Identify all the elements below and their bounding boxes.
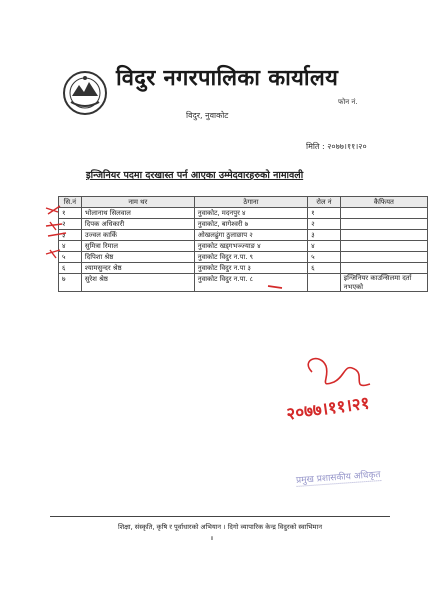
cell-remarks: इन्जिनियर काउन्सिलमा दर्ता नभएको: [340, 274, 427, 292]
official-stamp: प्रमुख प्रशासकीय अधिकृत: [296, 467, 381, 487]
cell-address: ओखलढुंगा ठुलाछाप २: [194, 230, 307, 241]
cell-address: नुवाकोट विदुर न.पा ३: [194, 263, 307, 274]
cell-roll-no: १: [308, 208, 341, 219]
cell-remarks: [340, 263, 427, 274]
table-row: [59, 230, 428, 241]
cell-remarks: [340, 241, 427, 252]
table-row: [59, 274, 428, 292]
candidate-table: [58, 196, 428, 292]
handwritten-date: २०७७।११।२१: [285, 393, 371, 425]
cell-address: नुवाकोट, मदनपुर ४: [194, 208, 307, 219]
signature-mark: [308, 359, 370, 386]
footer-divider: [50, 516, 390, 517]
cell-name: दिपक अधिकारी: [81, 219, 194, 230]
cell-name: दिपिशा श्रेष्ठ: [81, 252, 194, 263]
header-remarks: कैफियत: [340, 197, 427, 208]
cell-name: सुमित्रा रिमाल: [81, 241, 194, 252]
cell-roll-no: [308, 274, 341, 292]
cell-serial-no: ७: [59, 274, 82, 292]
cell-remarks: [340, 252, 427, 263]
cell-roll-no: ४: [308, 241, 341, 252]
cell-serial-no: २: [59, 219, 82, 230]
cell-name: श्यामसुन्दर श्रेष्ठ: [81, 263, 194, 274]
table-row: [59, 263, 428, 274]
header-name: नाम थर: [81, 197, 194, 208]
cell-address: नुवाकोट खड्गभञ्ज्याङ ४: [194, 241, 307, 252]
cell-remarks: [340, 208, 427, 219]
cell-serial-no: ६: [59, 263, 82, 274]
cell-serial-no: ४: [59, 241, 82, 252]
cell-address: नुवाकोट, बागेश्वरी ७: [194, 219, 307, 230]
issue-date: मिति : २०७७।११।२०: [306, 142, 367, 151]
header-roll-no: रोल नं: [308, 197, 341, 208]
table-row: [59, 208, 428, 219]
cell-roll-no: ३: [308, 230, 341, 241]
table-row: [59, 241, 428, 252]
cell-name: सुरेश श्रेष्ठ: [81, 274, 194, 292]
cell-serial-no: ३: [59, 230, 82, 241]
government-emblem-icon: [62, 70, 108, 116]
cell-roll-no: २: [308, 219, 341, 230]
cell-address: नुवाकोट विदुर न.पा. ८: [194, 274, 307, 292]
cell-roll-no: ६: [308, 263, 341, 274]
header-address: ठेगाना: [194, 197, 307, 208]
cell-address: नुवाकोट विदुर न.पा. ९: [194, 252, 307, 263]
cell-name: उज्वल कार्कि: [81, 230, 194, 241]
office-address: विदुर, नुवाकोट: [186, 111, 229, 120]
document-title: इन्जिनियर पदमा दरखास्त पर्न आएका उम्मेदवारहरुको नामावली: [86, 170, 304, 181]
table-header-row: [59, 197, 428, 208]
cell-serial-no: १: [59, 208, 82, 219]
cell-roll-no: ५: [308, 252, 341, 263]
cell-name: भोलानाथ सिलवाल: [81, 208, 194, 219]
table-row: [59, 219, 428, 230]
footer-slogan: शिक्षा, संस्कृति, कृषि र पूर्वाधारको अभियान । दिगो व्यापारिक केन्द्र विदुरको स्वाभिमान: [117, 523, 322, 531]
cell-remarks: [340, 230, 427, 241]
table-row: [59, 252, 428, 263]
cell-remarks: [340, 219, 427, 230]
footer-mark: ॥: [210, 535, 214, 542]
office-name: विदुर नगरपालिका कार्यालय: [116, 66, 339, 91]
phone-label: फोन नं.: [338, 98, 358, 106]
cell-serial-no: ५: [59, 252, 82, 263]
header-serial-no: सि.नं: [59, 197, 82, 208]
